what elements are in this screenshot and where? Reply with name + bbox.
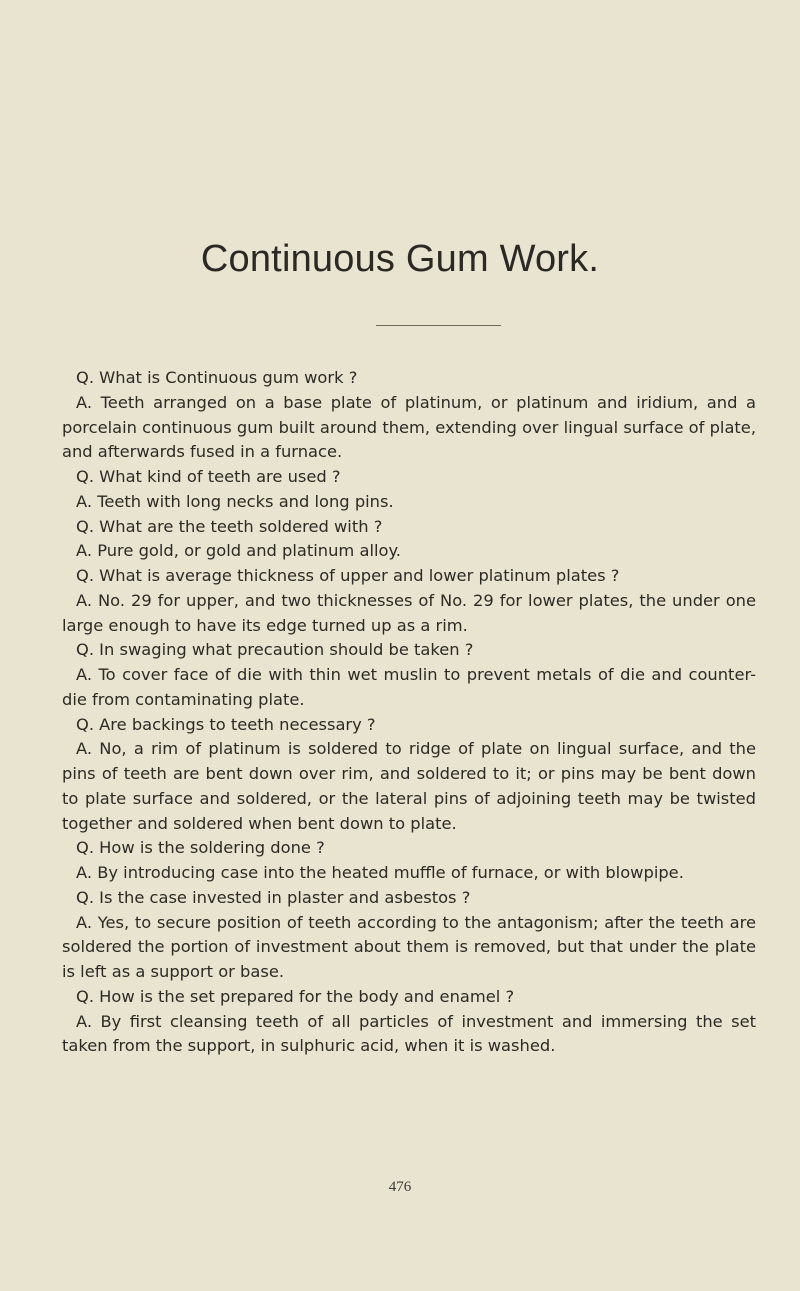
answer: A. By introducing case into the heated muffle of furnace, or with blowpipe. — [76, 863, 684, 882]
title-divider — [376, 325, 501, 326]
question: Q. Are backings to teeth necessary ? — [76, 714, 376, 734]
answer: A. Teeth with long necks and long pins. — [76, 491, 394, 511]
question: Q. How is the soldering done ? — [76, 838, 325, 858]
question: Q. In swaging what precaution should be taken ? — [76, 640, 474, 660]
question: Q. What is Continuous gum work ? — [76, 368, 358, 387]
question: Q. What are the teeth soldered with ? — [76, 516, 383, 536]
question: Q. What is average thickness of upper and lower platinum plates ? — [76, 566, 620, 585]
answer: A. No. 29 for upper, and two thicknesses of No. 29 for lower plates, the under one large enough to have its edge turned up as a rim. — [62, 590, 756, 635]
answer: A. Pure gold, or gold and platinum alloy. — [76, 541, 401, 561]
page-number: 476 — [388, 1179, 412, 1195]
qa-list — [62, 366, 756, 1059]
page-title: Continuous Gum Work. — [200, 238, 600, 280]
answer: A. No, a rim of platinum is soldered to ridge of plate on lingual surface, and the pins of teeth are bent down over rim, and soldered to it; or pins may be bent down to plate surface and soldered, or the lateral pins of adjoining teeth may be twisted together and soldered when bent down to plate. — [62, 739, 756, 833]
answer: A. To cover face of die with thin wet muslin to prevent metals of die and counter-die from contaminating plate. — [62, 665, 756, 709]
question: Q. Is the case invested in plaster and asbestos ? — [76, 887, 471, 907]
answer: A. Yes, to secure position of teeth according to the antagonism; after the teeth are soldered the portion of investment about them is removed, but that under the plate is left as a support or base. — [62, 912, 756, 981]
question: Q. What kind of teeth are used ? — [76, 467, 341, 486]
question: Q. How is the set prepared for the body and enamel ? — [76, 986, 515, 1006]
answer: A. By first cleansing teeth of all particles of investment and immersing the set taken from the support, in sulphuric acid, when it is washed. — [62, 1011, 756, 1056]
answer: A. Teeth arranged on a base plate of platinum, or platinum and iridium, and a porcelain continuous gum built around them, extending over lingual surface of plate, and afterwards fused in a furnace. — [62, 392, 756, 462]
